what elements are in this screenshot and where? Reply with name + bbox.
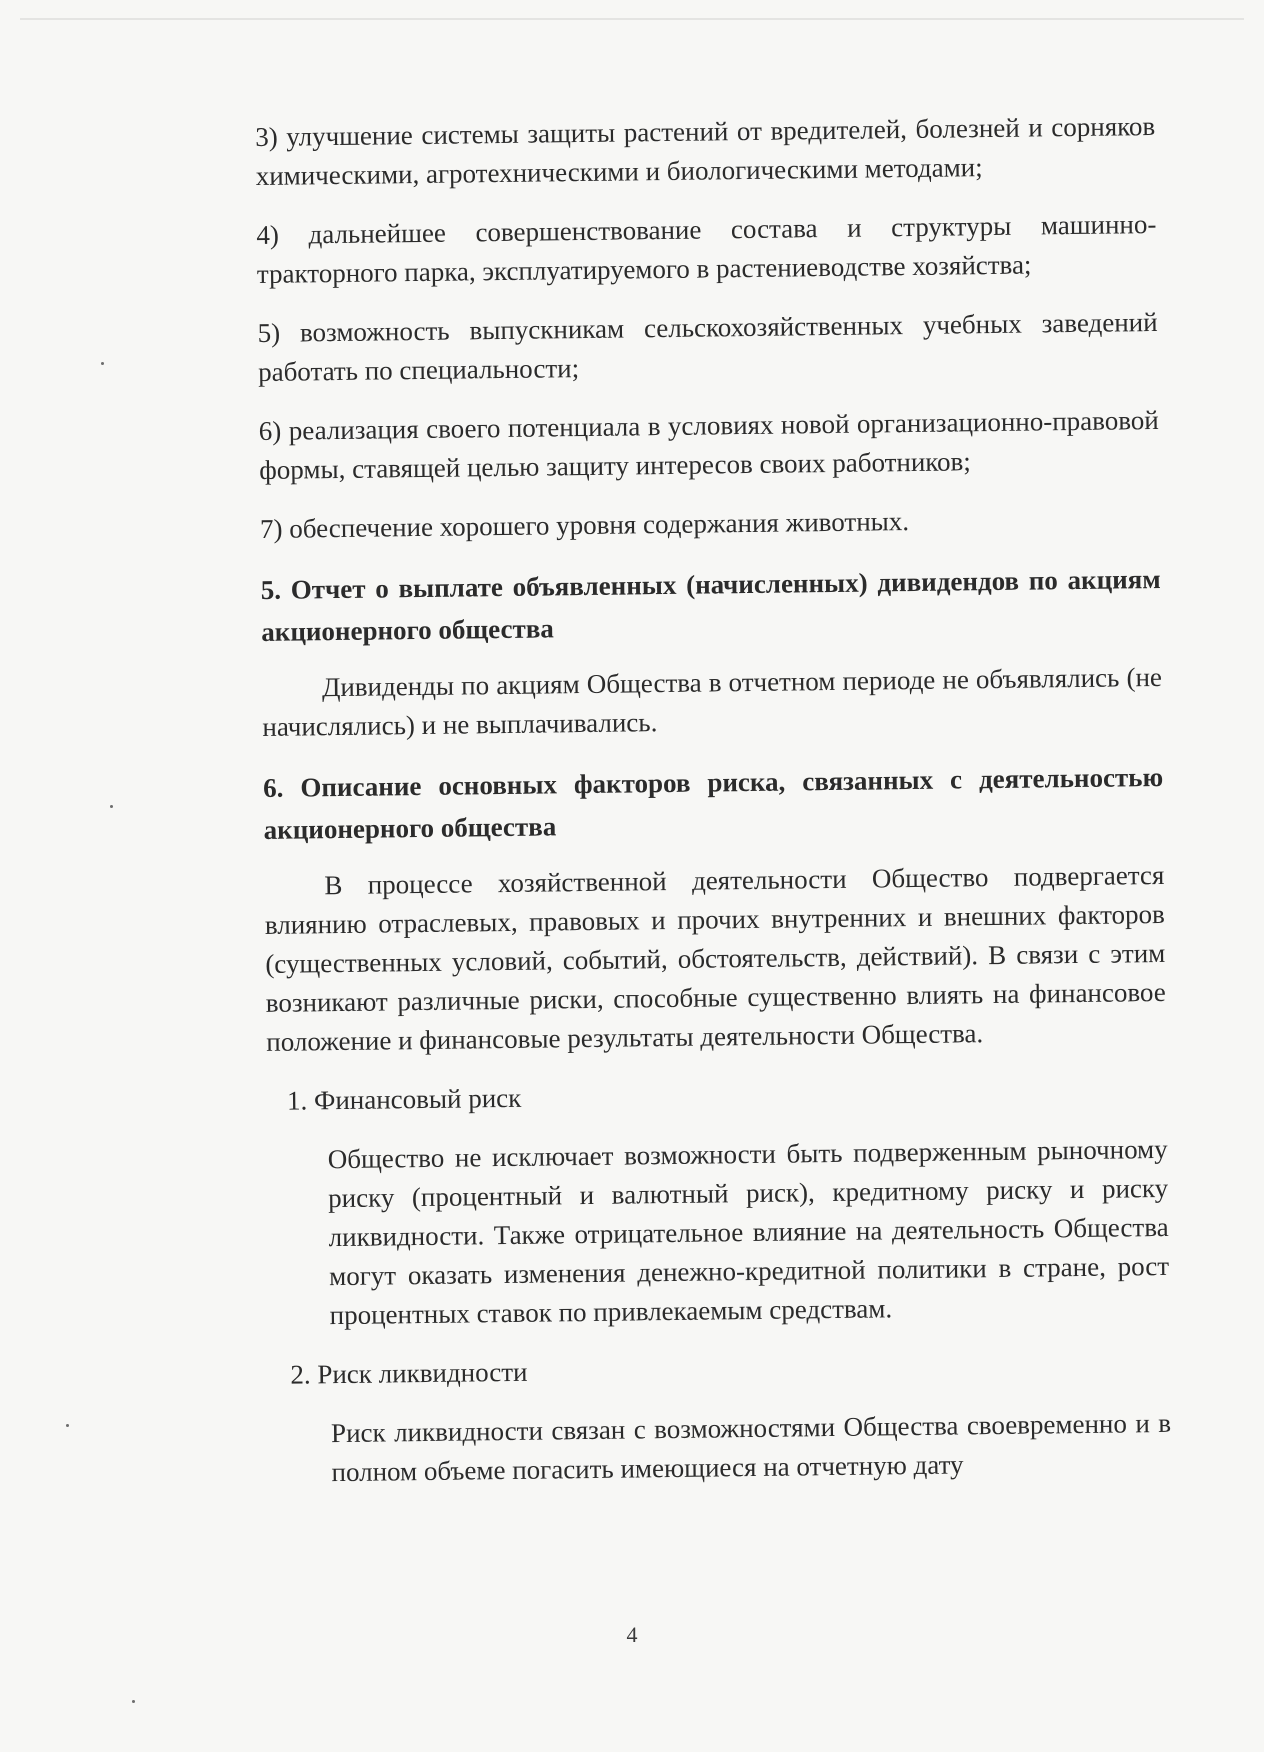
risk-liquidity-label: 2. Риск ликвидности: [290, 1356, 528, 1390]
section-6-heading: 6. Описание основных факторов риска, связанных с деятельностью акционерного общества: [263, 761, 1164, 845]
scan-speck: [110, 805, 113, 808]
risk-liquidity-text: Риск ликвидности связан с возможностями Общества своевременно и в полном объеме погасить имеющиеся на отчетную дату: [330, 1407, 1172, 1488]
scan-speck: [132, 1700, 135, 1703]
section-5-heading: 5. Отчет о выплате объявленных (начисленных) дивидендов по акциям акционерного общества: [260, 563, 1161, 647]
page-number: 4: [626, 1622, 638, 1647]
section-5-text: Дивиденды по акциям Общества в отчетном периоде не объявлялись (не начислялись) и не выплачивались.: [262, 661, 1163, 742]
scan-speck: [101, 362, 104, 365]
page-edge: [20, 18, 1244, 20]
risk-financial-label: 1. Финансовый риск: [286, 1082, 522, 1116]
list-item-3: 3) улучшение системы защиты растений от вредителей, болезней и сорняков химическими, агротехническими и биологическими методами;: [255, 111, 1156, 191]
list-item-7: 7) обеспечение хорошего уровня содержания животных.: [259, 506, 910, 544]
list-item-6: 6) реализация своего потенциала в условиях новой организационно-правовой формы, ставящей целью защиту интересов своих работников;: [258, 404, 1159, 485]
list-item-5: 5) возможность выпускникам сельскохозяйственных учебных заведений работать по специальности;: [257, 306, 1158, 387]
section-6-text: В процессе хозяйственной деятельности Общество подвергается влиянию отраслевых, правовых и прочих внутренних и внешних факторов (существенных условий, событий, обстоятельств, действий). В связи с этим возникают различные риски, способные существенно влиять на финансовое положение и финансовые результаты деятельности Общества.: [264, 859, 1166, 1057]
scan-speck: [66, 1424, 69, 1427]
risk-financial-text: Общество не исключает возможности быть подверженным рыночному риску (процентный и валютный риск), кредитному риску и риску ликвидности. Также отрицательное влияние на деятельность Общества могут оказать изменения денежно-кредитной политики в стране, рост процентных ставок по привлекаемым средствам.: [327, 1133, 1170, 1331]
document-body: [255, 107, 1172, 1513]
list-item-4: 4) дальнейшее совершенствование состава и структуры машинно-тракторного парка, эксплуатируемого в растениеводстве хозяйства;: [256, 208, 1157, 289]
